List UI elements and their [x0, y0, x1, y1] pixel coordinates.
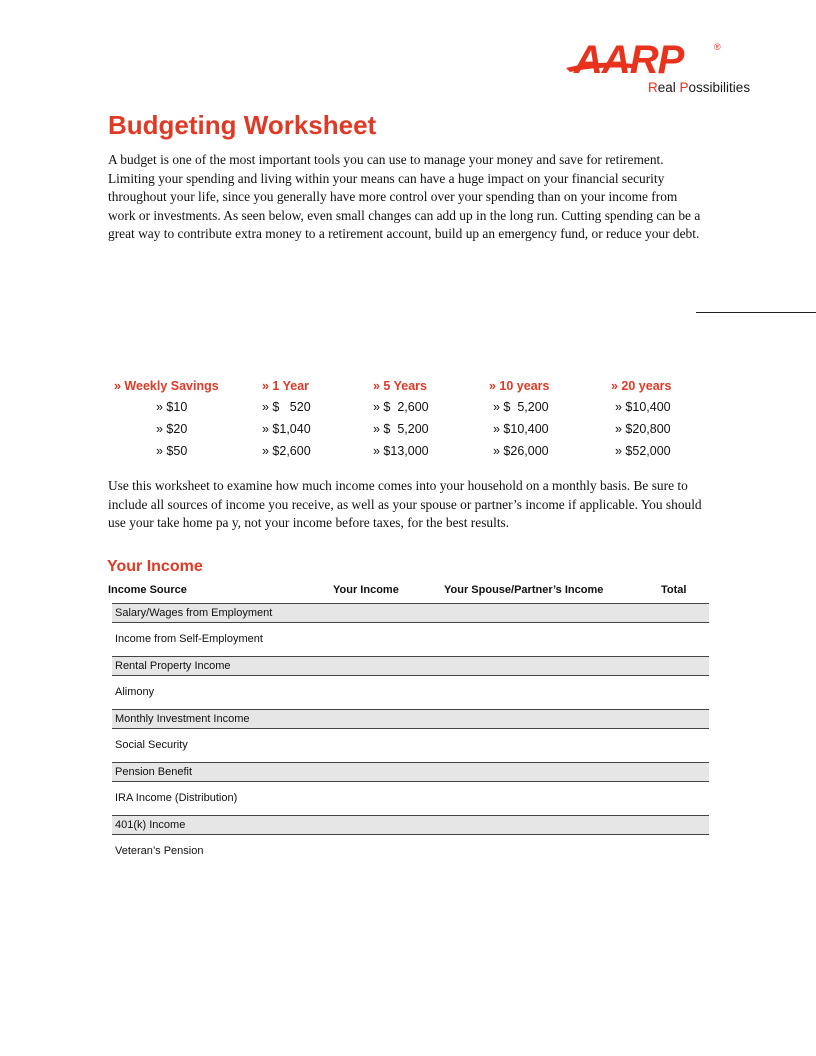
- table-row[interactable]: Rental Property Income: [112, 656, 709, 676]
- table-row[interactable]: IRA Income (Distribution): [115, 792, 238, 804]
- usage-paragraph: Use this worksheet to examine how much income comes into your household on a monthly basis. Be sure to include all sources of income you receive, as well as your spouse or partner’s income if applicable. You should use your take home pa y, not your income before taxes, for the best results.: [108, 478, 702, 530]
- savings-column-20-years: [611, 376, 671, 462]
- savings-header: » 10 years: [489, 379, 550, 393]
- savings-value: » $ 2,600: [373, 400, 429, 414]
- savings-value: » $50: [156, 444, 188, 458]
- table-row[interactable]: Income from Self-Employment: [115, 633, 263, 645]
- savings-value: » $10,400: [615, 400, 671, 414]
- logo-wordmark: AARP: [574, 38, 684, 82]
- registered-mark: ®: [714, 42, 721, 52]
- savings-column-10-years: [489, 376, 549, 462]
- table-row[interactable]: Alimony: [115, 686, 155, 698]
- savings-column-5-years: [373, 376, 429, 462]
- savings-value: » $ 5,200: [373, 422, 429, 436]
- logo-tagline: [648, 80, 750, 95]
- savings-header: » 5 Years: [373, 379, 427, 393]
- savings-value: » $20,800: [615, 422, 671, 436]
- table-row[interactable]: Monthly Investment Income: [112, 709, 709, 729]
- savings-header: » 20 years: [611, 379, 672, 393]
- savings-value: » $ 5,200: [493, 400, 549, 414]
- table-row[interactable]: Social Security: [115, 739, 188, 751]
- savings-column-1-year: [262, 376, 311, 462]
- divider-line: [696, 312, 816, 313]
- savings-value: » $2,600: [262, 444, 311, 458]
- header-total: Total: [661, 584, 687, 596]
- intro-paragraph: A budget is one of the most important tools you can use to manage your money and save for retirement. Limiting your spending and living within your means can have a huge impact on your financial security throughout your life, since you generally have more control over your spending than on your income from work or investments. As seen below, even small changes can add up in the long run. Cutting spending can be a great way to contribute extra money to a retirement account, build up an emergency fund, or reduce your debt.: [108, 152, 701, 241]
- table-row[interactable]: Veteran’s Pension: [115, 845, 204, 857]
- savings-value: » $13,000: [373, 444, 429, 458]
- savings-header: » 1 Year: [262, 379, 310, 393]
- table-row[interactable]: Salary/Wages from Employment: [112, 603, 709, 623]
- savings-header: » Weekly Savings: [114, 379, 219, 393]
- tagline-r: R: [648, 80, 658, 95]
- savings-value: » $ 520: [262, 400, 311, 414]
- savings-table: [108, 376, 708, 466]
- page-title: Budgeting Worksheet: [108, 110, 377, 140]
- income-section-title: Your Income: [107, 558, 203, 575]
- savings-value: » $52,000: [615, 444, 671, 458]
- table-row[interactable]: 401(k) Income: [112, 815, 709, 835]
- tagline-ossibilities: ossibilities: [688, 80, 751, 95]
- tagline-p: P: [679, 80, 689, 95]
- aarp-logo: [566, 40, 766, 98]
- income-table: [112, 603, 709, 868]
- savings-value: » $10: [156, 400, 188, 414]
- savings-value: » $10,400: [493, 422, 549, 436]
- header-spouse-income: Your Spouse/Partner’s Income: [444, 584, 604, 596]
- header-your-income: Your Income: [333, 584, 399, 596]
- savings-value: » $20: [156, 422, 188, 436]
- savings-value: » $1,040: [262, 422, 311, 436]
- tagline-eal: eal: [657, 80, 680, 95]
- savings-column-weekly: [114, 376, 219, 462]
- header-income-source: Income Source: [108, 584, 187, 596]
- savings-value: » $26,000: [493, 444, 549, 458]
- table-row[interactable]: Pension Benefit: [112, 762, 709, 782]
